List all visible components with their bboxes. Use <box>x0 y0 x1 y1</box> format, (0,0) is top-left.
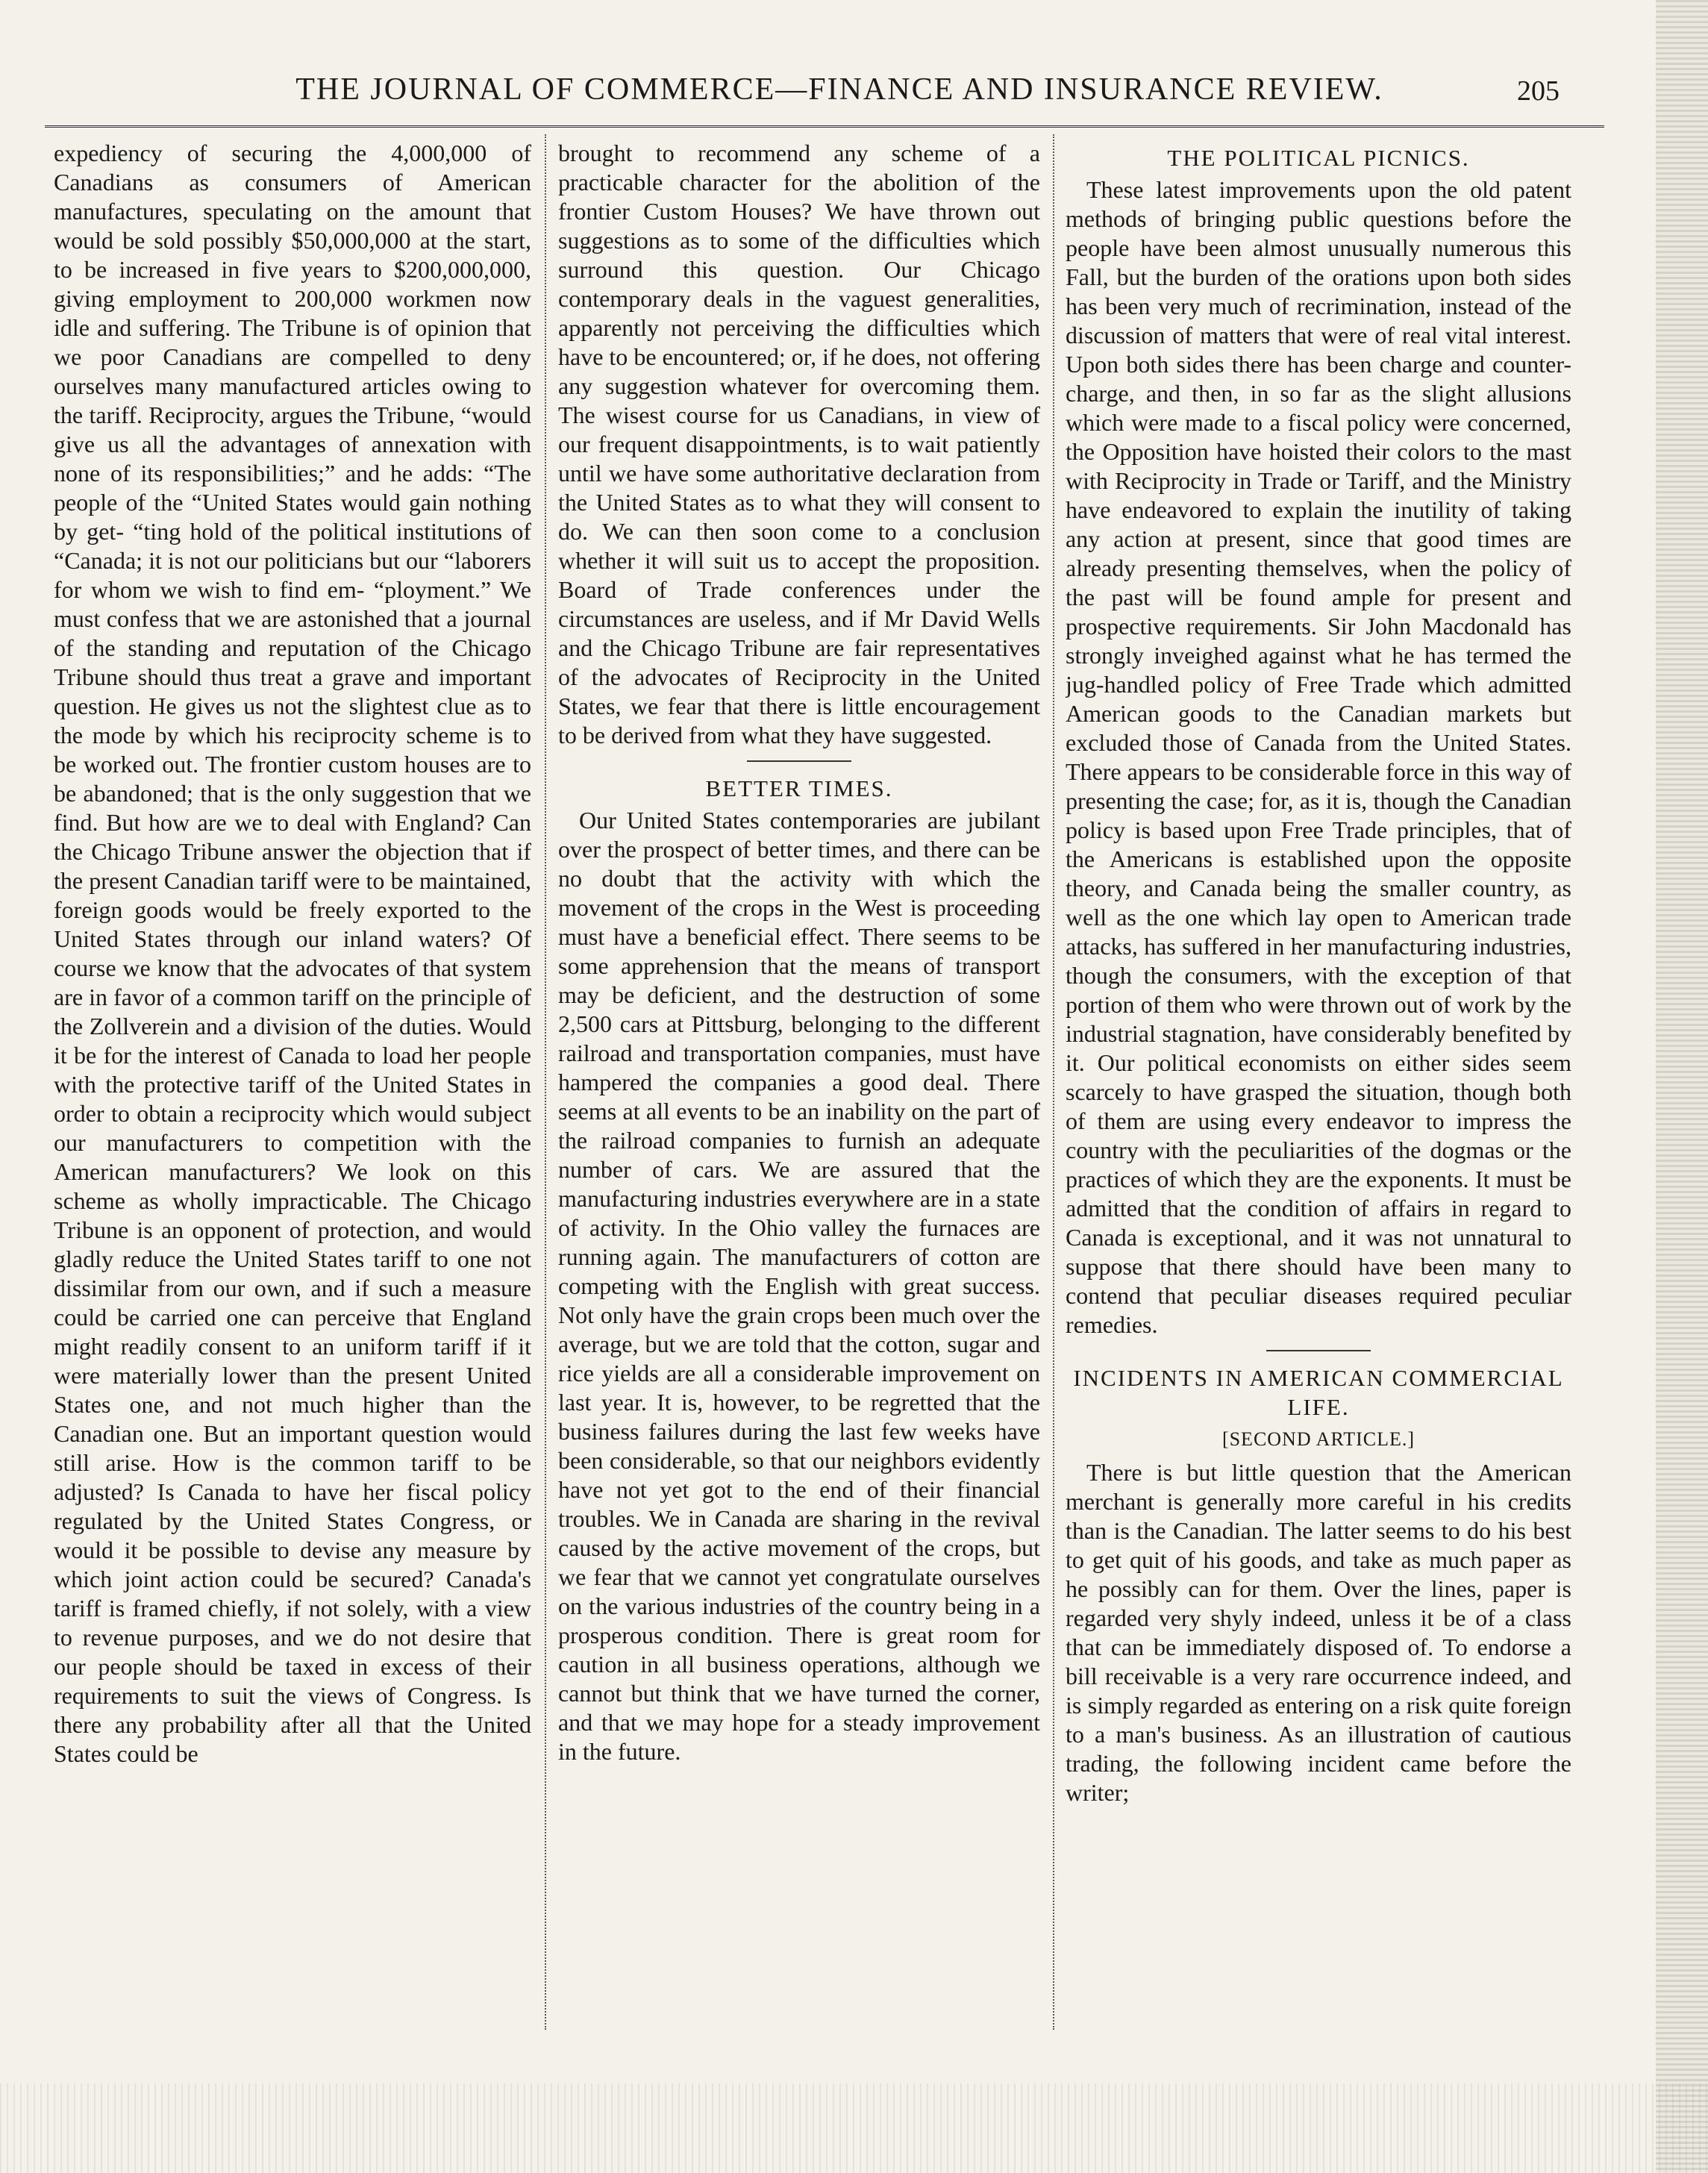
journal-title: THE JOURNAL OF COMMERCE—FINANCE AND INSURANCE REVIEW. <box>295 72 1383 107</box>
column-divider <box>1053 134 1054 2030</box>
section-separator <box>747 760 851 762</box>
article-text: These latest improvements upon the old patent methods of bringing public questions before the people have been almost unusually numerous this Fall, but the burden of the orations upon both sides has been very much of recrimination, instead of the discussion of matters that were of real vital interest. Upon both sides there has been charge and counter-charge, and then, in so far as the slight allusions which were made to a fiscal policy were concerned, the Opposition have hoisted their colors to the mast with Reciprocity in Trade or Tariff, and the Ministry have endeavored to explain the inutility of taking any action at present, since that good times are already presenting themselves, when the policy of the past will be found ample for present and prospective requirements. Sir John Macdonald has strongly inveighed against what he has termed the jug-handled policy of Free Trade which admitted American goods to the Canadian markets but excluded those of Canada from the United States. There appears to be considerable force in this way of presenting the case; for, as it is, though the Canadian policy is based upon Free Trade principles, that of the Americans is established upon the opposite theory, and Canada being the smaller country, as well as the one which lay open to American trade attacks, has suffered in her manufacturing industries, though the consumers, with the exception of that portion of them who were thrown out of work by the industrial stagnation, have considerably benefited by it. Our political economists on either sides seem scarcely to have grasped the situation, though both of them are using every endeavor to impress the country with the peculiarities of the dogmas or the practices of which they are the exponents. It must be admitted that the condition of affairs in regard to Canada is exceptional, and it was not unnatural to suppose that there should have been many to contend that peculiar diseases required peculiar remedies. <box>1066 176 1571 1338</box>
section-heading: INCIDENTS IN AMERICAN COMMERCIAL LIFE. <box>1073 1365 1564 1420</box>
column-divider <box>545 134 546 2030</box>
column-left <box>54 139 531 2019</box>
article-text: There is but little question that the American merchant is generally more careful in his credits than is the Canadian. The latter seems to do his best to get quit of his goods, and take as much paper as he possibly can for them. Over the lines, paper is regarded very shyly indeed, unless it be of a class that can be immediately disposed of. To endorse a bill receivable is a very rare occurrence indeed, and is simply regarded as entering on a risk quite foreign to a man's business. As an illustration of cautious trading, the following incident came before the writer; <box>1066 1459 1571 1806</box>
column-right <box>1066 139 1571 2019</box>
column-middle <box>558 139 1040 2019</box>
scan-edge <box>1656 0 1708 2173</box>
page-number: 205 <box>1517 75 1560 107</box>
article-text: expediency of securing the 4,000,000 of Canadians as consumers of American manufactures, speculating on the amount that would be sold possibly $50,000,000 at the start, to be increased in five years to $200,000,000, giving employment to 200,000 workmen now idle and suffering. The Tribune is of opinion that we poor Canadians are compelled to deny ourselves many manufactured articles owing to the tariff. Reciprocity, argues the Tribune, “would give us all the advantages of annexation with none of its responsibilities;” and he adds: “The people of the “United States would gain nothing by get- “ting hold of the political institutions of “Canada; it is not our politicians but our “laborers for whom we wish to find em- “ployment.” We must confess that we are astonished that a journal of the standing and reputation of the Chicago Tribune should thus treat a grave and important question. He gives us not the slightest clue as to the mode by which his reciprocity scheme is to be worked out. The frontier custom houses are to be abandoned; that is the only suggestion that we find. But how are we to deal with England? Can the Chicago Tribune answer the objection that if the present Canadian tariff were to be maintained, foreign goods would be freely exported to the United States through our inland waters? Of course we know that the advocates of that system are in favor of a common tariff on the principle of the Zollverein and a division of the duties. Would it be for the interest of Canada to load her people with the protective tariff of the United States in order to obtain a reciprocity which would subject our manufacturers to competition with the American manufacturers? We look on this scheme as wholly impracticable. The Chicago Tribune is an opponent of protection, and would gladly reduce the United States tariff to one not dissimilar from our own, and if such a measure could be carried one can perceive that England might readily consent to an uniform tariff if it were materially lower than the present United States one, and not much higher than the Canadian one. But an important question would still arise. How is the common tariff to be adjusted? Is Canada to have her fiscal policy regulated by the United States Congress, or would it be possible to devise any measure by which joint action could be secured? Canada's tariff is framed chiefly, if not solely, with a view to revenue purposes, and we do not desire that our people should be taxed in excess of their requirements to suit the views of Congress. Is there any probability after all that the United States could be <box>54 140 531 1767</box>
section-heading: BETTER TIMES. <box>705 775 893 801</box>
page-header <box>246 72 1560 116</box>
article-text: brought to recommend any scheme of a practicable character for the abolition of the frontier Custom Houses? We have thrown out suggestions as to some of the difficulties which surround this question. Our Chicago contemporary deals in the vaguest generalities, apparently not perceiving the difficulties which have to be encountered; or, if he does, not offering any suggestion whatever for overcoming them. The wisest course for us Canadians, in view of our frequent disappointments, is to wait patiently until we have some authoritative declaration from the United States as to what they will consent to do. We can then soon come to a conclusion whether it will suit us to accept the proposition. Board of Trade conferences under the circumstances are useless, and if Mr David Wells and the Chicago Tribune are fair representatives of the advocates of Reciprocity in the United States, we fear that there is little encouragement to be derived from what they have suggested. <box>558 140 1040 748</box>
section-subheading: [SECOND ARTICLE.] <box>1221 1428 1415 1450</box>
scan-noise <box>0 2083 1708 2173</box>
article-text: Our United States contemporaries are jubilant over the prospect of better times, and there can be no doubt that the activity with which the movement of the crops in the West is proceeding must have a beneficial effect. There seems to be some apprehension that the means of transport may be deficient, and the destruction of some 2,500 cars at Pittsburg, belonging to the different railroad and transportation companies, must have hampered the companies a good deal. There seems at all events to be an inability on the part of the railroad companies to furnish an adequate number of cars. We are assured that the manufacturing industries everywhere are in a state of activity. In the Ohio valley the furnaces are running again. The manufacturers of cotton are competing with the English with great success. Not only have the grain crops been much over the average, but we are told that the cotton, sugar and rice yields are all a considerable improvement on last year. It is, however, to be regretted that the business failures during the last few weeks have been considerable, so that our neighbors evidently have not yet got to the end of their financial troubles. We in Canada are sharing in the revival caused by the active movement of the crops, but we fear that we cannot yet congratulate ourselves on the various industries of the country being in a prosperous condition. There is great room for caution in all business operations, although we cannot but think that we have turned the corner, and that we may hope for a steady improvement in the future. <box>558 807 1040 1765</box>
section-heading: THE POLITICAL PICNICS. <box>1167 145 1470 171</box>
section-separator <box>1266 1350 1371 1351</box>
header-rule <box>45 125 1604 128</box>
